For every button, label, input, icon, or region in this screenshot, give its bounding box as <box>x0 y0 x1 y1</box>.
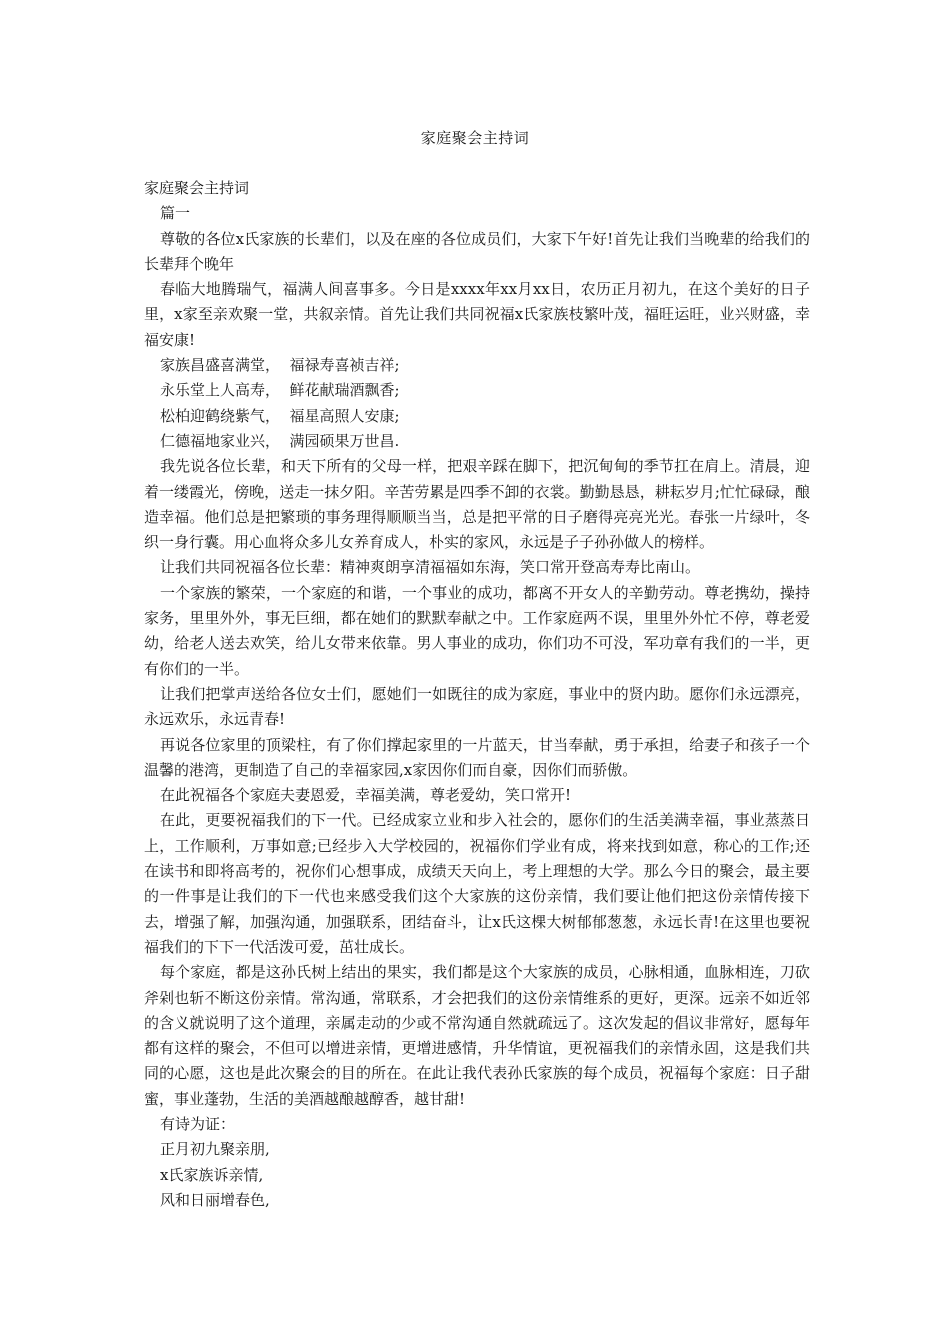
paragraph: 每个家庭，都是这孙氏树上结出的果实，我们都是这个大家族的成员，心脉相通，血脉相连，刀砍斧剁也斩不断这份亲情。常沟通，常联系，才会把我们的这份亲情维系的更好，更深。远亲不如近邻的含义就说明了这个道理，亲属走动的少或不常沟通自然就疏远了。这次发起的倡议非常好，愿每年都有这样的聚会，不但可以增进亲情，更增进感情，升华情谊，更祝福我们的亲情永固，这是我们共同的心愿，这也是此次聚会的目的所在。在此让我代表孙氏家族的每个成员，祝福每个家庭：日子甜蜜，事业蓬勃，生活的美酒越酿越醇香，越甘甜! <box>144 963 810 1108</box>
paragraph: 我先说各位长辈，和天下所有的父母一样，把艰辛踩在脚下，把沉甸甸的季节扛在肩上。清晨，迎着一缕霞光，傍晚，送走一抹夕阳。辛苦劳累是四季不卸的衣裳。勤勤恳恳，耕耘岁月;忙忙碌碌，酿造幸福。他们总是把繁琐的事务理得顺顺当当，总是把平常的日子磨得亮亮光光。春张一片绿叶，冬织一身行囊。用心血将众多儿女养育成人，朴实的家风，永远是子子孙孙做人的榜样。 <box>144 457 810 552</box>
page-title: 家庭聚会主持词 <box>420 129 530 147</box>
poem-line: 正月初九聚亲朋, <box>160 1140 270 1159</box>
couplet-line: 松柏迎鹤绕紫气， 福星高照人安康; <box>160 406 400 425</box>
paragraph: 再说各位家里的顶梁柱，有了你们撑起家里的一片蓝天，甘当奉献，勇于承担，给妻子和孩子一个温馨的港湾，更制造了自己的幸福家园,x家因你们而自豪，因你们而骄傲。 <box>144 735 810 779</box>
paragraph: 有诗为证： <box>160 1114 236 1133</box>
paragraph: 春临大地腾瑞气，福满人间喜事多。今日是xxxx年xx月xx日，农历正月初九，在这个美好的日子里，x家至亲欢聚一堂，共叙亲情。首先让我们共同祝福x氏家族枝繁叶茂，福旺运旺，业兴财盛，幸福安康! <box>144 280 810 349</box>
document-subtitle: 家庭聚会主持词 <box>144 179 250 197</box>
paragraph: 尊敬的各位x氏家族的长辈们，以及在座的各位成员们，大家下午好!首先让我们当晚辈的给我们的长辈拜个晚年 <box>144 229 810 273</box>
poem-line: 风和日丽增春色, <box>160 1190 270 1209</box>
paragraph: 让我们共同祝福各位长辈：精神爽朗享清福福如东海，笑口常开登高寿寿比南山。 <box>160 558 701 577</box>
couplet-line: 仁德福地家业兴， 满园硕果万世昌. <box>160 431 400 450</box>
paragraph: 在此，更要祝福我们的下一代。已经成家立业和步入社会的，愿你们的生活美满幸福，事业蒸蒸日上，工作顺利，万事如意;已经步入大学校园的，祝福你们学业有成，将来找到如意，称心的工作;还在读书和即将高考的，祝你们心想事成，成绩天天向上，考上理想的大学。那么今日的聚会，最主要的一件事是让我们的下一代也来感受我们这个大家族的这份亲情，我们要让他们把这份亲情传接下去，增强了解，加强沟通，加强联系，团结奋斗，让x氏这棵大树郁郁葱葱，永远长青!在这里也要祝福我们的下下一代活泼可爱，茁壮成长。 <box>144 811 810 956</box>
couplet-line: 家族昌盛喜满堂， 福禄寿喜祯吉祥; <box>160 356 400 375</box>
document-body <box>144 176 810 1213</box>
couplet-line: 永乐堂上人高寿， 鲜花献瑞酒飘香; <box>160 381 400 400</box>
paragraph: 一个家族的繁荣，一个家庭的和谐，一个事业的成功，都离不开女人的辛勤劳动。尊老携幼，操持家务，里里外外，事无巨细，都在她们的默默奉献之中。工作家庭两不误，里里外外忙不停，尊老爱幼，给老人送去欢笑，给儿女带来依靠。男人事业的成功，你们功不可没，军功章有我们的一半，更有你们的一半。 <box>144 583 810 678</box>
poem-line: x氏家族诉亲情, <box>160 1165 264 1184</box>
section-label: 篇一 <box>160 204 191 223</box>
paragraph: 让我们把掌声送给各位女士们，愿她们一如既往的成为家庭，事业中的贤内助。愿你们永远漂亮，永远欢乐，永远青春! <box>144 684 810 729</box>
paragraph: 在此祝福各个家庭夫妻恩爱，幸福美满，尊老爱幼，笑口常开! <box>160 786 572 805</box>
